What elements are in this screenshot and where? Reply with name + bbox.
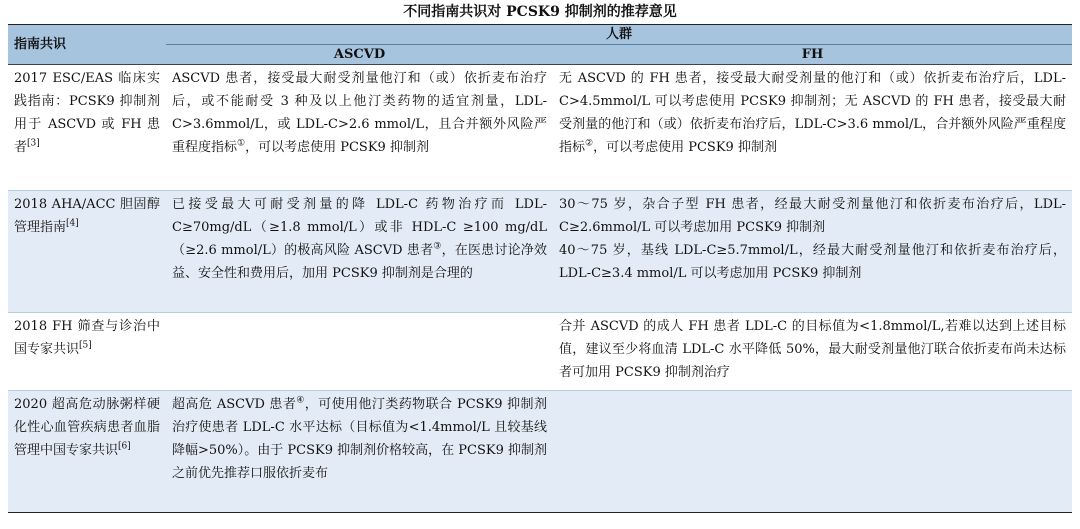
table-row bbox=[8, 191, 1072, 313]
guideline-text: 2017 ESC/EAS 临床实践指南：PCSK9 抑制剂用于 ASCVD 或 FH 患者 bbox=[14, 71, 160, 155]
reference-mark: [4] bbox=[66, 218, 79, 229]
fh-cell bbox=[553, 65, 1072, 191]
fh-cell bbox=[553, 191, 1072, 313]
ascvd-text-cont: ，可以考虑使用 PCSK9 抑制剂 bbox=[245, 140, 429, 155]
guideline-cell bbox=[8, 191, 166, 313]
ascvd-text: ASCVD 患者，接受最大耐受剂量他汀和（或）依折麦布治疗后，或不能耐受 3 种及以上他汀类药物的适宜剂量，LDL-C>3.6mmol/L，或 LDL-C>2.6 mmol/L，且合并额外风险严重程度指标 bbox=[172, 71, 547, 155]
ascvd-text: 已接受最大可耐受剂量的降 LDL-C 药物治疗而 LDL-C≥70mg/dL（≥1.8 mmol/L）或非 HDL-C ≥100 mg/dL（≥2.6 mmol/L）的极高风险 ASCVD 患者 bbox=[172, 197, 547, 258]
footnote-mark: ① bbox=[237, 138, 246, 149]
guideline-cell bbox=[8, 391, 166, 513]
ascvd-text-cont: ，在医患讨论净效益、安全性和费用后，加用 PCSK9 抑制剂是合理的 bbox=[172, 243, 547, 281]
ascvd-cell bbox=[166, 191, 553, 313]
recommendation-table bbox=[8, 24, 1072, 513]
guideline-cell bbox=[8, 65, 166, 191]
reference-mark: [6] bbox=[118, 441, 131, 452]
ascvd-text: 超高危 ASCVD 患者 bbox=[172, 397, 297, 412]
header-ascvd: ASCVD bbox=[166, 45, 553, 65]
fh-paragraph-2: 40～75 岁，基线 LDL-C≥5.7mmol/L，经最大耐受剂量他汀和依折麦布治疗后，LDL-C≥3.4 mmol/L 可以考虑加用 PCSK9 抑制剂 bbox=[559, 243, 1067, 281]
ascvd-text-cont: ，可使用他汀类药物联合 PCSK9 抑制剂治疗使患者 LDL-C 水平达标（目标值为<1.4mmol/L 且较基线降幅>50%）。由于 PCSK9 抑制剂价格较高，在 PCSK9 抑制剂之前优先推荐口服依折麦布 bbox=[172, 397, 547, 481]
fh-text: 无 ASCVD 的 FH 患者，接受最大耐受剂量的他汀和（或）依折麦布治疗后，LDL-C>4.5mmol/L 可以考虑使用 PCSK9 抑制剂；无 ASCVD 的 FH 患者，接受最大耐受剂量的他汀和（或）依折麦布治疗后，LDL-C>3.6 mmol/L，合并额外风险严重程度指标 bbox=[559, 71, 1067, 155]
reference-mark: [5] bbox=[79, 340, 92, 351]
header-population: 人群 bbox=[606, 27, 633, 42]
header-row-sub bbox=[8, 45, 1072, 65]
table-title: 不同指南共识对 PCSK9 抑制剂的推荐意见 bbox=[403, 4, 677, 20]
ascvd-cell bbox=[166, 391, 553, 513]
fh-cell: 合并 ASCVD 的成人 FH 患者 LDL-C 的目标值为<1.8mmol/L,若难以达到上述目标值，建议至少将血清 LDL-C 水平降低 50%，最大耐受剂量他汀联合依折麦布尚未达标者可加用 PCSK9 抑制剂治疗 bbox=[553, 313, 1072, 391]
header-guideline: 指南共识 bbox=[8, 25, 166, 65]
guideline-text: 2018 AHA/ACC 胆固醇管理指南 bbox=[14, 197, 160, 235]
footnote-mark: ③ bbox=[433, 241, 442, 252]
footnote-mark: ② bbox=[585, 138, 594, 149]
table-row bbox=[8, 391, 1072, 513]
fh-cell bbox=[553, 391, 1072, 513]
guideline-cell bbox=[8, 313, 166, 391]
fh-paragraph-1: 30～75 岁，杂合子型 FH 患者，经最大耐受剂量他汀和依折麦布治疗后，LDL-C≥2.6mmol/L 可以考虑加用 PCSK9 抑制剂 bbox=[559, 197, 1067, 235]
fh-text-cont: ，可以考虑使用 PCSK9 抑制剂 bbox=[593, 140, 777, 155]
ascvd-cell bbox=[166, 65, 553, 191]
table-row bbox=[8, 313, 1072, 391]
guideline-text: 2020 超高危动脉粥样硬化性心血管疾病患者血脂管理中国专家共识 bbox=[14, 397, 160, 458]
header-row-top bbox=[8, 25, 1072, 45]
table-row bbox=[8, 65, 1072, 191]
ascvd-cell bbox=[166, 313, 553, 391]
reference-mark: [3] bbox=[27, 138, 40, 149]
guideline-text: 2018 FH 筛查与诊治中国专家共识 bbox=[14, 319, 160, 357]
footnote-mark: ④ bbox=[296, 395, 305, 406]
header-fh: FH bbox=[553, 45, 1072, 65]
